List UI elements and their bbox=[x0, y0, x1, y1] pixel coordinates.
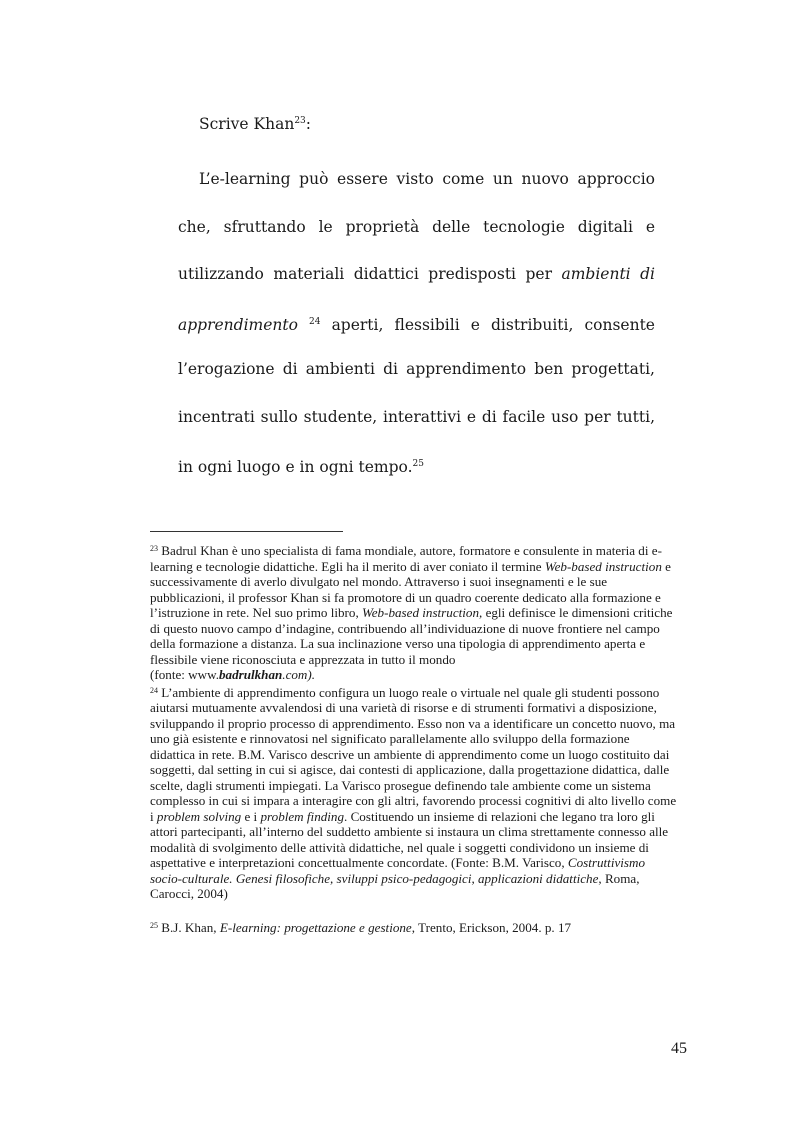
block-quote bbox=[178, 168, 655, 501]
quote-line-7 bbox=[178, 453, 655, 501]
quote-line-6 bbox=[178, 406, 655, 454]
footnote-25-emphasis-1: E-learning: progettazione e gestione bbox=[219, 919, 412, 935]
footnote-24-text-a: L’ambiente di apprendimento configura un luogo reale o virtuale nel quale gli studenti possono aiutarsi mutuamente avvalendosi di una varietà di risorse e di strumenti formativi a disposizione, sviluppando il proprio processo di apprendimento. Esso non va a identificare un concetto nuovo, ma uno già esistente e rinnovatosi nel significato parallelamente allo sviluppo della formazione didattica in rete. B.M. Varisco descrive un ambiente di apprendimento come un luogo costituito dai soggetti, dal setting in cui si agisce, dai contesti di applicazione, dalla progettazione didattica, dalle scelte, dagli strumenti impiegati. La Varisco prosegue definendo tale ambiente come un sistema complesso in cui si impara a interagire con gli altri, favorendo processi cognitivi di alto livello come i bbox=[150, 684, 677, 824]
footnote-23-source-prefix: (fonte: www. bbox=[150, 667, 219, 682]
footnote-ref-23[interactable]: 23 bbox=[294, 116, 306, 126]
quote-line-1-text: L’e-learning può essere visto come un nuovo approccio bbox=[199, 170, 655, 188]
footnote-23-text-b: e successivamente di averlo divulgato nel mondo. Attraverso i suoi insegnamenti e le sue pubblicazioni, il professor Khan si fa promotore di un quadro coerente dedicato alla formazione e l’istruzione in rete. Nel suo primo libro, bbox=[150, 558, 671, 620]
footnote-24-emphasis-1: problem solving bbox=[156, 808, 242, 824]
intro-colon: : bbox=[305, 115, 311, 133]
intro-text: Scrive Khan bbox=[199, 115, 295, 133]
footnotes bbox=[150, 541, 677, 935]
footnote-23-emphasis-2: Web-based instruction, bbox=[362, 605, 483, 620]
quote-line-3 bbox=[178, 263, 655, 311]
quote-line-2-text: che, sfruttando le proprietà delle tecnologie digitali e bbox=[178, 217, 655, 236]
quote-line-4 bbox=[178, 311, 655, 359]
quote-line-2 bbox=[178, 216, 655, 264]
footnote-23-source-link[interactable]: badrulkhan bbox=[218, 667, 283, 682]
footnote-24 bbox=[150, 683, 677, 902]
footnote-24-emphasis-2: problem finding bbox=[260, 808, 345, 824]
quote-line-5-text: l’erogazione di ambienti di apprendimento ben progettati, bbox=[178, 360, 655, 378]
quote-line-5 bbox=[178, 358, 655, 406]
footnote-25-number: 25 bbox=[150, 920, 158, 930]
quote-line-4-emphasis: apprendimento bbox=[178, 315, 298, 334]
footnote-23 bbox=[150, 541, 677, 683]
footnote-25-text-a: B.J. Khan, bbox=[161, 919, 217, 935]
footnote-ref-24[interactable]: 24 bbox=[309, 316, 321, 327]
intro-line bbox=[199, 115, 311, 133]
footnote-23-source-suffix: .com). bbox=[282, 667, 316, 682]
quote-line-6-text: incentrati sullo studente, interattivi e di facile uso per tutti, bbox=[178, 407, 655, 426]
footnote-24-text-d: , Roma, Carocci, 2004) bbox=[150, 870, 640, 901]
page-number: 45 bbox=[671, 1040, 687, 1057]
quote-line-3-text: utilizzando materiali didattici predisposti per bbox=[178, 265, 552, 283]
quote-line-1 bbox=[178, 168, 655, 216]
footnote-23-emphasis-1: Web-based instruction bbox=[544, 558, 662, 574]
footnote-23-text-a: Badrul Khan è uno specialista di fama mondiale, autore, formatore e consulente in materia di e-learning e tecnologie didattiche. Egli ha il merito di aver coniato il termine bbox=[150, 543, 662, 574]
footnote-23-number: 23 bbox=[150, 544, 158, 553]
footnote-separator bbox=[150, 531, 343, 532]
footnote-24-text-c: . Costituendo un insieme di relazioni che legano tra loro gli attori partecipanti, all’interno del suddetto ambiente si instaura un clima strettamente connesso alle modalità di svolgimento delle attività didattiche, nel quale i soggetti condividono un insieme di aspettative e interpretazioni concettualmente concordate. (Fonte: B.M. Varisco, bbox=[150, 808, 669, 870]
quote-line-4-text: aperti, flessibili e distribuiti, consente bbox=[331, 315, 655, 334]
footnote-25-text-b: , Trento, Erickson, 2004. p. 17 bbox=[411, 919, 572, 935]
footnote-23-source bbox=[150, 667, 677, 683]
footnote-23-text-c: egli definisce le dimensioni critiche di questo nuovo campo d’indagine, contribuendo all’individuazione di nuove frontiere nel campo della formazione a distanza. La sua inclinazione verso una tipologia di apprendimento aperta e flessibile viene riconosciuta e apprezzata in tutto il mondo bbox=[150, 605, 673, 667]
quote-line-3-emphasis: ambienti di bbox=[561, 265, 655, 283]
footnote-24-number: 24 bbox=[150, 685, 158, 695]
footnote-24-text-b: e i bbox=[244, 808, 258, 824]
quote-line-7-text: in ogni luogo e in ogni tempo. bbox=[178, 458, 413, 476]
footnote-25 bbox=[150, 918, 677, 936]
footnote-24-emphasis-3: Costruttivismo socio-culturale. Genesi filosofiche, sviluppi psico-pedagogici, applicazioni didattiche bbox=[150, 855, 646, 886]
footnote-ref-25[interactable]: 25 bbox=[412, 459, 424, 469]
